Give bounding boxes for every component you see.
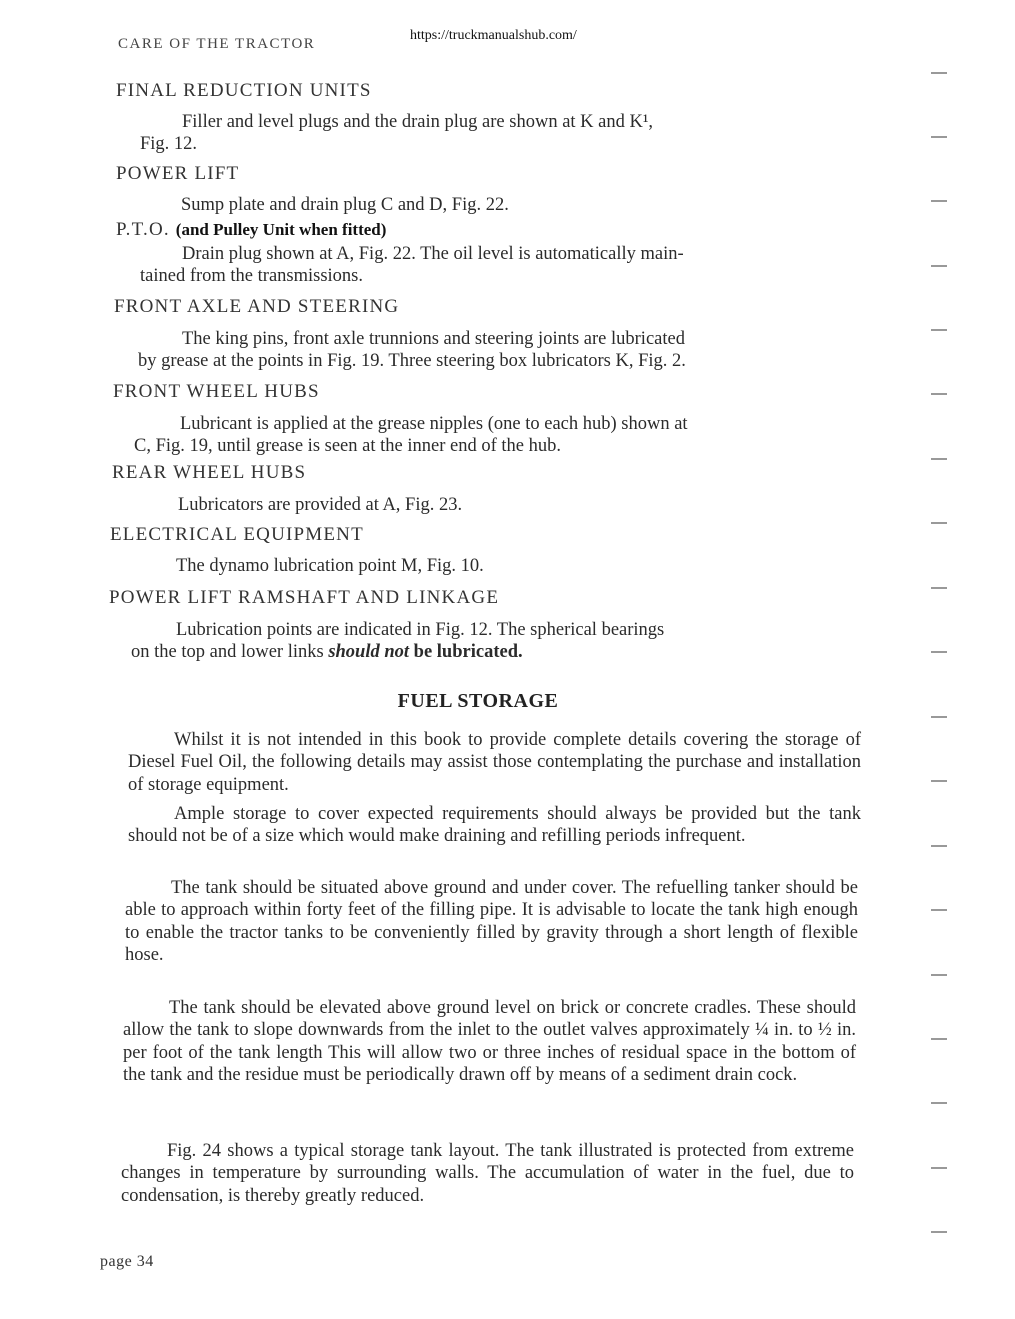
section-heading-pto: [116, 219, 386, 241]
body-line: Lubricant is applied at the grease nipples (one to each hub) shown at: [180, 414, 688, 434]
section-heading-front-axle-and-steering: FRONT AXLE AND STEERING: [114, 296, 400, 317]
paragraph-text: Fig. 24 shows a typical storage tank layout. The tank illustrated is protected from extreme changes in temperature by surrounding walls. The accumulation of water in the fuel, due to condensation, is thereby greatly reduced.: [121, 1141, 854, 1206]
section-heading-final-reduction-units: FINAL REDUCTION UNITS: [116, 80, 372, 101]
section-heading-front-wheel-hubs: FRONT WHEEL HUBS: [113, 381, 320, 402]
margin-mark: [931, 393, 947, 395]
body-line: C, Fig. 19, until grease is seen at the inner end of the hub.: [134, 436, 561, 456]
paragraph-text: Whilst it is not intended in this book to provide complete details covering the storage of Diesel Fuel Oil, the following details may assist those contemplating the purchase and installation of storage equipment.: [128, 730, 861, 795]
section-body-power-lift: [181, 194, 509, 216]
fuel-paragraph-3: [125, 877, 858, 966]
margin-mark: [931, 72, 947, 74]
body-text: be lubricated.: [409, 642, 523, 662]
pto-title: P.T.O.: [116, 219, 170, 240]
margin-mark: [931, 329, 947, 331]
section-heading-power-lift-ramshaft-and-linkage: POWER LIFT RAMSHAFT AND LINKAGE: [109, 587, 500, 608]
paragraph-text: Ample storage to cover expected requirements should always be provided but the tank should not be of a size which would make draining and refilling periods infrequent.: [128, 804, 861, 847]
margin-mark: [931, 845, 947, 847]
pto-subtitle: (and Pulley Unit when fitted): [175, 220, 387, 239]
fuel-paragraph-2: [128, 803, 861, 848]
section-heading-power-lift: POWER LIFT: [116, 163, 240, 184]
section-body-front-wheel-hubs: [134, 413, 866, 457]
body-line: Lubricators are provided at A, Fig. 23.: [178, 495, 463, 515]
body-text: on the top and lower links: [131, 642, 329, 662]
margin-mark: [931, 780, 947, 782]
body-line: Drain plug shown at A, Fig. 22. The oil level is automatically main-: [182, 244, 684, 264]
section-body-pto: [140, 243, 866, 287]
margin-mark: [931, 716, 947, 718]
body-line: Fig. 12.: [140, 134, 198, 154]
section-body-power-lift-ramshaft-and-linkage: [131, 619, 862, 663]
margin-mark: [931, 974, 947, 976]
margin-mark: [931, 200, 947, 202]
emphasis-text: should not: [328, 642, 410, 662]
section-body-front-axle-and-steering: [138, 328, 866, 372]
source-url[interactable]: https://truckmanualshub.com/: [410, 28, 577, 43]
margin-mark: [931, 265, 947, 267]
section-heading-rear-wheel-hubs: REAR WHEEL HUBS: [112, 462, 307, 483]
paragraph-text: The tank should be situated above ground and under cover. The refuelling tanker should be able to approach within forty feet of the filling pipe. It is advisable to locate the tank high enough to enable the tractor tanks to be conveniently filled by gravity through a short length of flexible hose.: [125, 878, 858, 965]
body-line: by grease at the points in Fig. 19. Three steering box lubricators K, Fig. 2.: [138, 351, 686, 371]
margin-mark: [931, 587, 947, 589]
fuel-storage-title: FUEL STORAGE: [397, 690, 559, 712]
margin-mark: [931, 136, 947, 138]
section-body-final-reduction-units: [140, 111, 864, 155]
margin-mark: [931, 1167, 947, 1169]
fuel-paragraph-5: [121, 1140, 854, 1207]
section-body-rear-wheel-hubs: [178, 494, 462, 516]
margin-mark: [931, 1102, 947, 1104]
body-line: Filler and level plugs and the drain plug are shown at K and K¹,: [182, 112, 654, 132]
fuel-paragraph-4: [123, 997, 856, 1086]
body-line: Sump plate and drain plug C and D, Fig. 22.: [181, 195, 509, 215]
margin-mark: [931, 522, 947, 524]
margin-mark: [931, 1038, 947, 1040]
section-heading-electrical-equipment: ELECTRICAL EQUIPMENT: [110, 524, 364, 545]
page-number: page 34: [100, 1253, 154, 1270]
running-head: CARE OF THE TRACTOR: [118, 36, 316, 52]
body-line: tained from the transmissions.: [140, 266, 363, 286]
paragraph-text: The tank should be elevated above ground level on brick or concrete cradles. These should allow the tank to slope downwards from the inlet to the outlet valves approximately ¼ in. to ½ in. per foot of the tank length This will allow two or three inches of residual space in the bottom of the tank and the residue must be periodically drawn off by means of a sediment drain cock.: [123, 998, 856, 1085]
body-line: The dynamo lubrication point M, Fig. 10.: [176, 556, 484, 576]
body-line: [131, 641, 862, 663]
body-line: Lubrication points are indicated in Fig. 12. The spherical bearings: [176, 620, 665, 640]
fuel-paragraph-1: [128, 729, 861, 796]
margin-mark: [931, 651, 947, 653]
margin-mark: [931, 909, 947, 911]
margin-mark: [931, 1231, 947, 1233]
section-body-electrical-equipment: [176, 555, 484, 577]
body-line: The king pins, front axle trunnions and steering joints are lubricated: [182, 329, 685, 349]
margin-mark: [931, 458, 947, 460]
